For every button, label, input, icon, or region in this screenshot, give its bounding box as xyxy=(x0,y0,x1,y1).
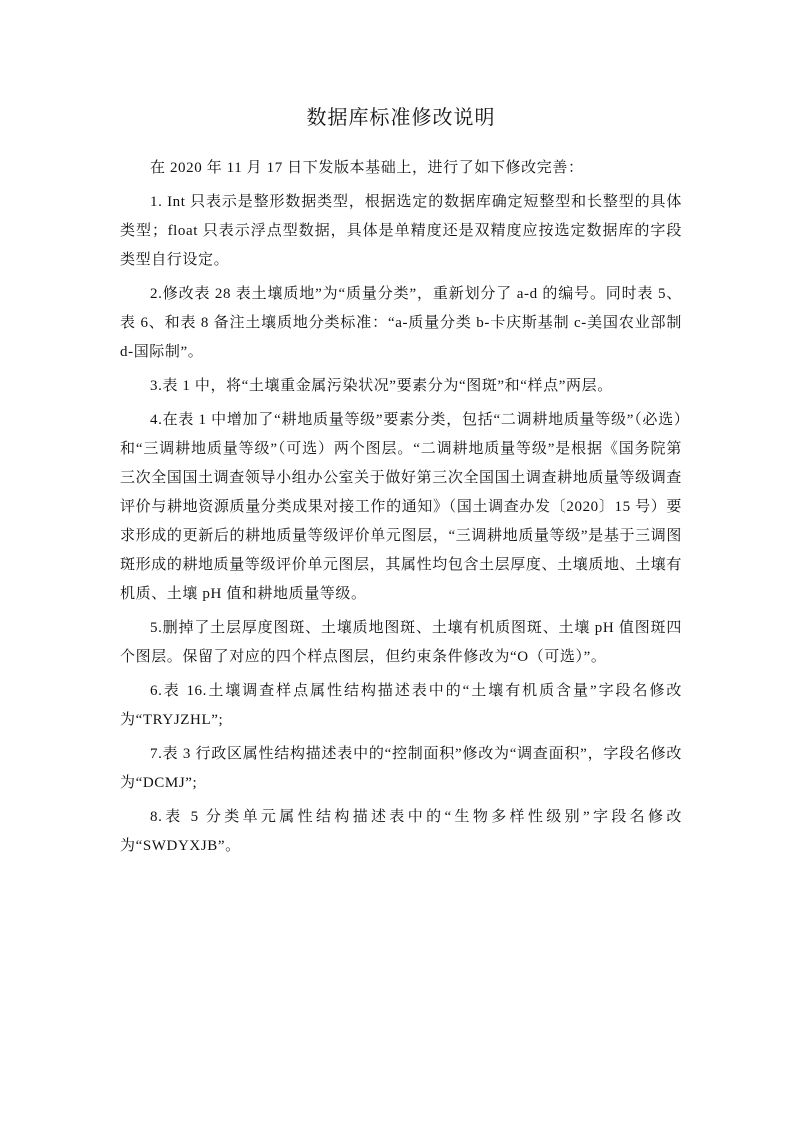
item-3-paragraph: 3.表 1 中，将“土壤重金属污染状况”要素分为“图斑”和“样点”两层。 xyxy=(150,378,613,394)
item-1-paragraph: 1. Int 只表示是整形数据类型，根据选定的数据库确定短整型和长整型的具体类型；float 只表示浮点型数据，具体是单精度还是双精度应按选定数据库的字段类型自行设定。 xyxy=(120,194,682,268)
item-6-paragraph: 6.表 16.土壤调查样点属性结构描述表中的“土壤有机质含量”字段名修改为“TRYJZHL”; xyxy=(120,683,682,728)
item-5-paragraph: 5.删掉了土层厚度图斑、土壤质地图斑、土壤有机质图斑、土壤 pH 值图斑四个图层。保留了对应的四个样点图层，但约束条件修改为“O（可选）”。 xyxy=(120,620,682,665)
item-7-paragraph: 7.表 3 行政区属性结构描述表中的“控制面积”修改为“调查面积”，字段名修改为“DCMJ”; xyxy=(120,746,682,791)
document-title: 数据库标准修改说明 xyxy=(306,107,496,129)
item-8-paragraph: 8.表 5 分类单元属性结构描述表中的“生物多样性级别”字段名修改为“SWDYXJB”。 xyxy=(120,809,682,854)
item-4-paragraph: 4.在表 1 中增加了“耕地质量等级”要素分类，包括“二调耕地质量等级”（必选）和“三调耕地质量等级”（可选）两个图层。“二调耕地质量等级”是根据《国务院第三次全国国土调查领导小组办公室关于做好第三次全国国土调查耕地质量等级调查评价与耕地资源质量分类成果对接工作的通知》（国土调查办发〔2020〕15 号）要求形成的更新后的耕地质量等级评价单元图层，“三调耕地质量等级”是基于三调图斑形成的耕地质量等级评价单元图层，其属性均包含土层厚度、土壤质地、土壤有机质、土壤 pH 值和耕地质量等级。 xyxy=(120,412,682,602)
document-page xyxy=(120,104,682,866)
item-2-paragraph: 2.修改表 28 表土壤质地”为“质量分类”，重新划分了 a-d 的编号。同时表 5、表 6、和表 8 备注土壤质地分类标准：“a-质量分类 b-卡庆斯基制 c-美国农业部制 d-国际制”。 xyxy=(120,286,682,360)
intro-paragraph: 在 2020 年 11 月 17 日下发版本基础上，进行了如下修改完善： xyxy=(150,160,584,176)
